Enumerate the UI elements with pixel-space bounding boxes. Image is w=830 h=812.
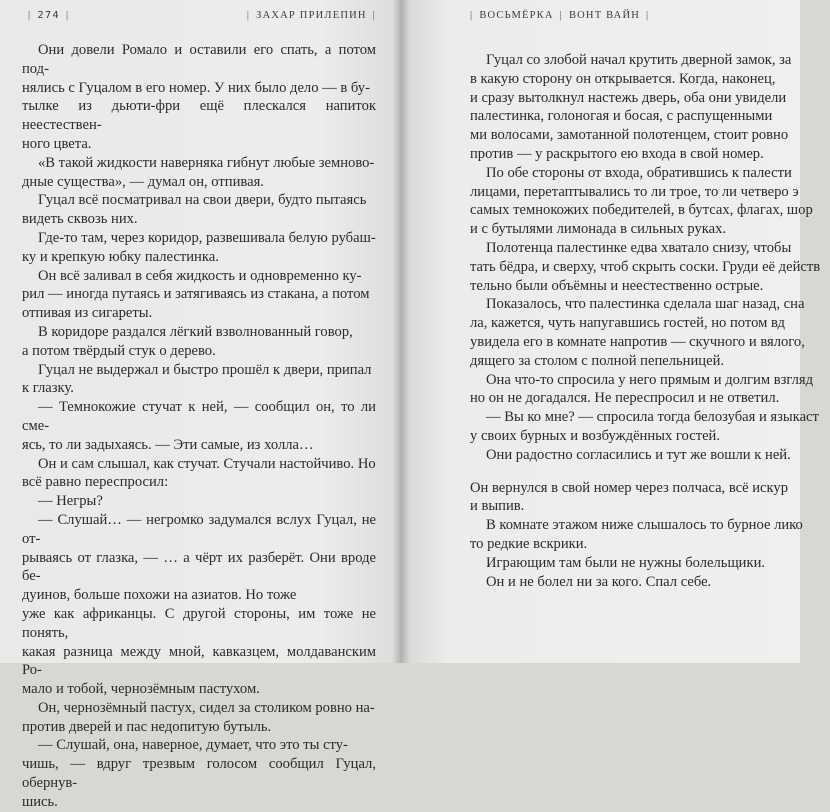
paragraph: Гуцал всё посматривал на свои двери, будто пытаясь видеть сквозь них. (22, 192, 367, 228)
paragraph: «В такой жидкости наверняка гибнут любые земново- дные существа», — думал он, отпивая. (22, 154, 375, 190)
paragraph: Он и сам слышал, как стучат. Стучали настойчиво. Но всё равно переспросил: (22, 455, 376, 491)
paragraph: — Слушай, она, наверное, думает, что это ты сту- чишь, — вдруг трезвым голосом сообщил Гуцал, обернув- шись. (22, 737, 376, 810)
paragraph: — Слушай… — негромко задумался вслух Гуцал, не от- рываясь от глазка, — … а чёрт их разберёт. Они вроде бе- дуинов, больше похожи на азиатов. Но тоже уже как африканцы. С другой стороны, им тоже не понять, какая разница между мной, кавказцем, молдаванским Ро- мало и тобой, чернозёмным пастухом. (22, 511, 376, 698)
left-page (0, 0, 400, 810)
paragraph: Где-то там, через коридор, развешивала белую рубаш- ку и крепкую юбку палестинка. (22, 229, 376, 265)
right-page-header: | ВОСЬМЁРКА | ВОНТ ВАЙН | (470, 10, 650, 21)
paragraph: Она что-то спросила у него прямым и долгим взгляд но он не догадался. Не переспросил и не ответил. (470, 371, 814, 407)
paragraph: — Темнокожие стучат к ней, — сообщил он, то ли сме- ясь, то ли задыхаясь. — Эти самые, из холла… (22, 399, 376, 453)
running-head-author: ЗАХАР ПРИЛЕПИН (256, 10, 367, 21)
right-page (400, 0, 821, 663)
book-gutter (392, 0, 410, 663)
paragraph: Он вернулся в свой номер через полчаса, всё искур и выпив. (470, 479, 789, 515)
page-number: 274 (37, 10, 60, 21)
paragraph: Они довели Ромало и оставили его спать, а потом под- нялись с Гуцалом в его номер. У них было дело — в бу- тылке из дьюти-фри ещё плескался напиток неестествен- ного цвета. (22, 42, 376, 152)
paragraph: В комнате этажом ниже слышалось то бурное лико то редкие вскрики. (470, 517, 803, 552)
paragraph: Играющим там были не нужны болельщики. (486, 554, 766, 571)
paragraph: Показалось, что палестинка сделала шаг назад, сна ла, кажется, чуть напугавшись гостей, но потом вд увидела его в комнате напротив — скучного и вялого, дящего за столом с полной пепельницей. (470, 296, 805, 369)
paragraph: В коридоре раздался лёгкий взволнованный говор, а потом твёрдый стук о дерево. (22, 323, 353, 359)
paragraph: Он, чернозёмный пастух, сидел за столиком ровно на- против дверей и пас недопитую бутыль. (22, 699, 375, 735)
paragraph: — Негры? (38, 493, 103, 510)
left-page-body (22, 41, 376, 812)
paragraph: Гуцал не выдержал и быстро прошёл к двери, припал к глазку. (22, 361, 372, 397)
paragraph: По обе стороны от входа, обратившись к палести лицами, перетаптывались то ли трое, то ли четверо э самых темнокожих победителей, в бутсах, флагах, шор и с бутылями лимонада в сильных руках. (470, 164, 813, 238)
running-head-title: ВОСЬМЁРКА (479, 10, 554, 21)
paragraph: Он и не болел ни за кого. Спал себе. (486, 573, 712, 590)
paragraph: Он всё заливал в себя жидкость и одновременно ку- рил — иногда путаясь и затягиваясь из стакана, а потом отпивая из сигареты. (22, 267, 370, 322)
paragraph: Гуцал со злобой начал крутить дверной замок, за в какую сторону он открывается. Когда, наконец, и сразу вытолкнул настежь дверь, оба они увидели палестинка, голоногая и босая, с распущенными ми волосами, замотанной полотенцем, стоит ровно против — у раскрытого ею входа в свой номер. (470, 52, 792, 162)
running-head-chapter: ВОНТ ВАЙН (568, 10, 641, 21)
right-page-body (470, 51, 830, 591)
paragraph: Они радостно согласились и тут же вошли к ней. (486, 446, 791, 463)
left-page-header: | 274 | | ЗАХАР ПРИЛЕПИН | (28, 10, 376, 21)
paragraph: Полотенца палестинке едва хватало снизу, чтобы тать бёдра, и сверху, чтоб скрыть соски. Груди её действ тельно были объёмны и неестественно острые. (470, 239, 821, 294)
paragraph: — Вы ко мне? — спросила тогда белозубая и языкаст у своих бурных и возбуждённых гостей. (470, 409, 819, 444)
